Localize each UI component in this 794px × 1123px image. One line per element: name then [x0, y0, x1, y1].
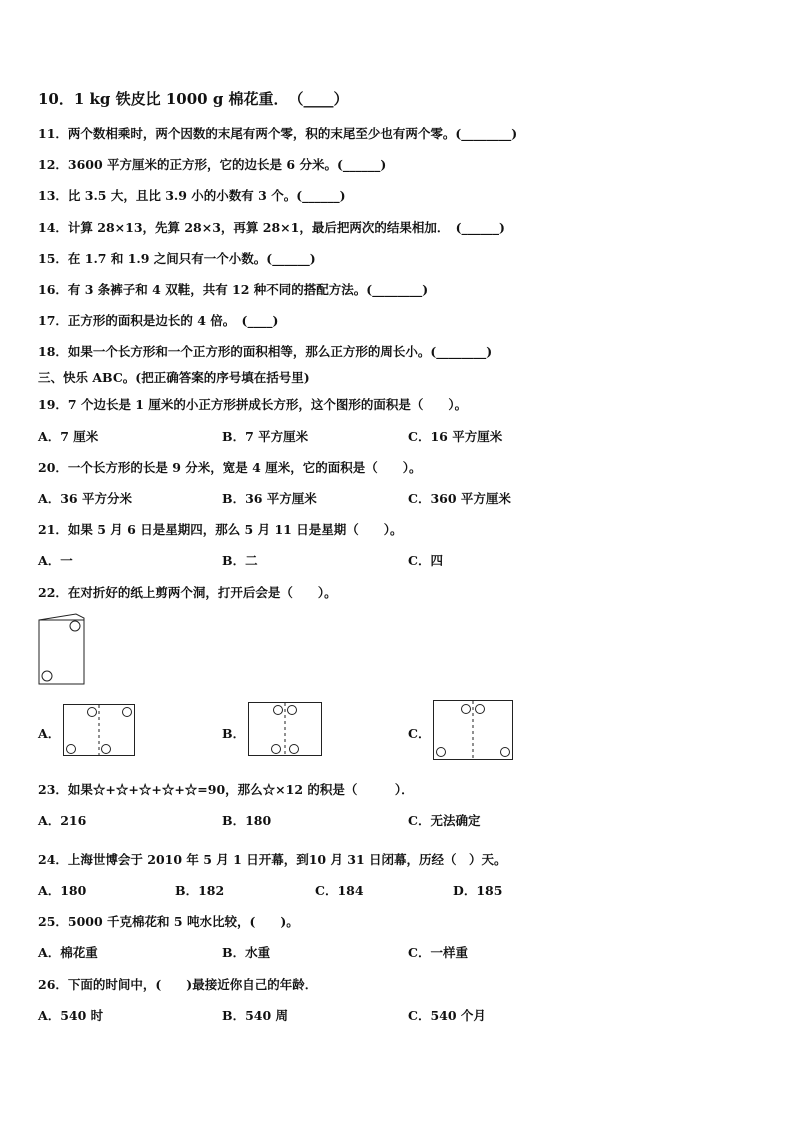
- q20-option-a: A．36 平方分米: [38, 491, 132, 506]
- q21-option-b: B．二: [222, 553, 258, 568]
- q19-option-b: B．7 平方厘米: [222, 429, 309, 444]
- question-18: 18．如果一个长方形和一个正方形的面积相等，那么正方形的周长小。(________): [38, 344, 493, 359]
- q26-option-a: A．540 时: [38, 1008, 104, 1023]
- q25-option-b: B．水重: [222, 945, 271, 960]
- question-24: 24．上海世博会于 2010 年 5 月 1 日开幕，到10 月 31 日闭幕，历经（ ）天。: [38, 852, 507, 867]
- q24-option-a: A．180: [38, 883, 87, 898]
- question-14: 14．计算 28×13，先算 28×3，再算 28×1，最后把两次的结果相加． (______): [38, 220, 505, 235]
- q24-option-d: D．185: [453, 883, 503, 898]
- section-heading: 三、快乐 ABC。(把正确答案的序号填在括号里): [38, 370, 310, 385]
- question-12: 12．3600 平方厘米的正方形，它的边长是 6 分米。(______): [38, 157, 387, 172]
- q25-option-a: A．棉花重: [38, 945, 98, 960]
- q21-option-c: C．四: [408, 553, 443, 568]
- question-13: 13．比 3.5 大，且比 3.9 小的小数有 3 个。(______): [38, 188, 346, 203]
- q22-option-a: A．: [38, 726, 61, 741]
- question-17: 17．正方形的面积是边长的 4 倍。 (____): [38, 313, 279, 328]
- q19-option-a: A．7 厘米: [38, 429, 99, 444]
- q25-option-c: C．一样重: [408, 945, 468, 960]
- q24-option-c: C．184: [315, 883, 364, 898]
- question-10: 10．1 kg 铁皮比 1000 g 棉花重． （____）: [38, 90, 349, 108]
- q23-option-c: C．无法确定: [408, 813, 481, 828]
- q22-option-b: B．: [222, 726, 246, 741]
- q20-option-b: B．36 平方厘米: [222, 491, 317, 506]
- question-22: 22．在对折好的纸上剪两个洞，打开后会是（ ）。: [38, 585, 337, 600]
- q23-option-b: B．180: [222, 813, 272, 828]
- option-c-figure: [433, 700, 513, 760]
- question-23: 23．如果☆+☆+☆+☆+☆=90，那么☆×12 的积是（ ）．: [38, 782, 414, 797]
- question-11: 11．两个数相乘时，两个因数的末尾有两个零，积的末尾至少也有两个零。(________): [38, 126, 518, 141]
- q23-option-a: A．216: [38, 813, 87, 828]
- question-25: 25．5000 千克棉花和 5 吨水比较，( )。: [38, 914, 299, 929]
- q22-option-c: C．: [408, 726, 431, 741]
- q24-option-b: B．182: [175, 883, 225, 898]
- option-b-figure: [248, 702, 322, 756]
- question-15: 15．在 1.7 和 1.9 之间只有一个小数。(______): [38, 251, 316, 266]
- q19-option-c: C．16 平方厘米: [408, 429, 503, 444]
- question-21: 21．如果 5 月 6 日是星期四，那么 5 月 11 日是星期（ ）。: [38, 522, 403, 537]
- question-16: 16．有 3 条裤子和 4 双鞋，共有 12 种不同的搭配方法。(________): [38, 282, 429, 297]
- q21-option-a: A．一: [38, 553, 73, 568]
- question-26: 26．下面的时间中，( )最接近你自己的年龄．: [38, 977, 318, 992]
- q26-option-c: C．540 个月: [408, 1008, 486, 1023]
- question-19: 19．7 个边长是 1 厘米的小正方形拼成长方形，这个图形的面积是（ ）。: [38, 397, 468, 412]
- q20-option-c: C．360 平方厘米: [408, 491, 511, 506]
- option-a-figure: [63, 704, 135, 756]
- folded-paper-figure: [38, 612, 88, 686]
- question-20: 20．一个长方形的长是 9 分米，宽是 4 厘米，它的面积是（ ）。: [38, 460, 422, 475]
- q26-option-b: B．540 周: [222, 1008, 289, 1023]
